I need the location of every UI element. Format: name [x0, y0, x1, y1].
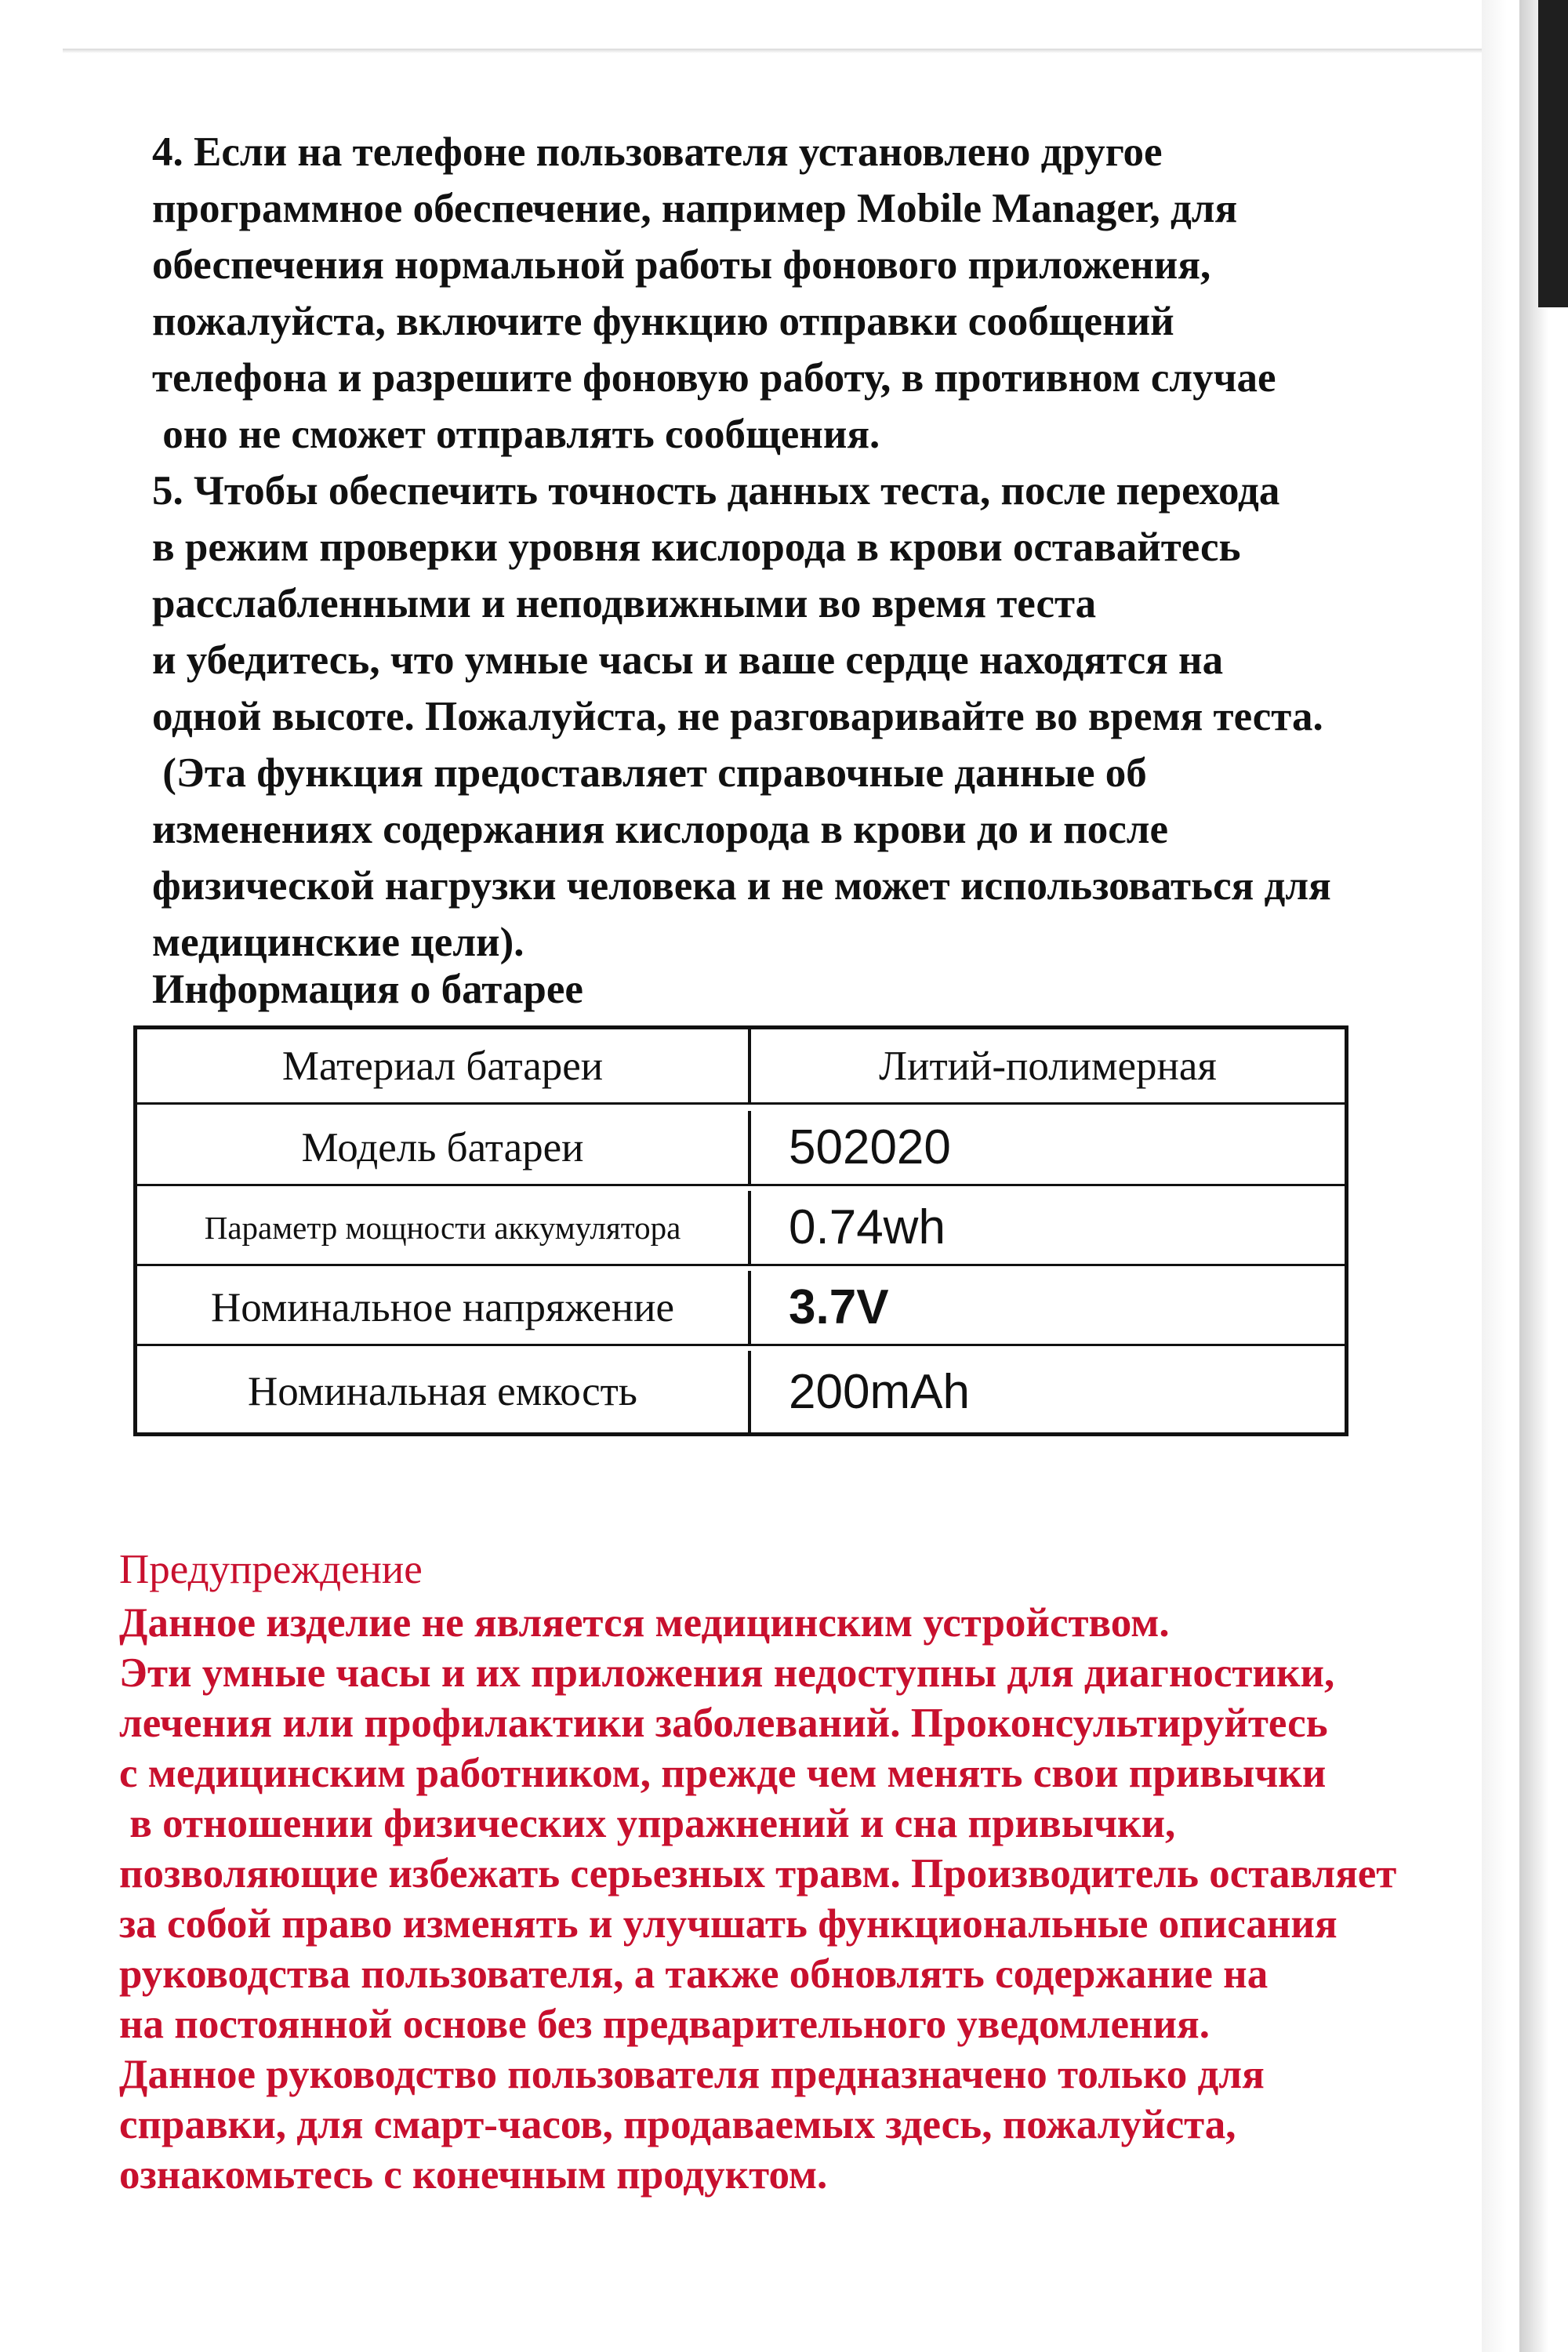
warning-line: Эти умные часы и их приложения недоступны для диагностики, — [119, 1650, 1335, 1696]
table-row — [137, 1029, 1345, 1105]
warning-line: Данное руководство пользователя предназначено только для — [119, 2052, 1265, 2097]
table-row — [137, 1111, 1345, 1186]
text-line: одной высоте. Пожалуйста, не разговаривайте во время теста. — [152, 694, 1323, 739]
warning-line: справки, для смарт-часов, продаваемых здесь, пожалуйста, — [119, 2102, 1236, 2147]
battery-capacity-label: Номинальная емкость — [137, 1351, 751, 1432]
battery-capacity-value: 200mAh — [789, 1364, 970, 1419]
warning-line: с медицинским работником, прежде чем менять свои привычки — [119, 1751, 1327, 1796]
warning-title: Предупреждение — [119, 1547, 423, 1592]
text-line: (Эта функция предоставляет справочные данные об — [152, 750, 1147, 796]
scan-top-edge — [63, 49, 1482, 53]
text-line: обеспечения нормальной работы фонового приложения, — [152, 242, 1211, 288]
warning-line: на постоянной основе без предварительного уведомления. — [119, 2002, 1210, 2047]
text-line: расслабленными и неподвижными во время теста — [152, 581, 1097, 626]
battery-info-heading: Информация о батарее — [152, 967, 583, 1012]
battery-voltage-label: Номинальное напряжение — [137, 1271, 751, 1344]
text-line: телефона и разрешите фоновую работу, в противном случае — [152, 355, 1276, 401]
scan-right-gap — [1482, 0, 1507, 2352]
battery-material-value: Литий-полимерная — [879, 1043, 1217, 1089]
text-line: и убедитесь, что умные часы и ваше сердце находятся на — [152, 637, 1224, 683]
text-line: 4. Если на телефоне пользователя установлено другое — [152, 129, 1163, 175]
table-row — [137, 1191, 1345, 1266]
text-line: пожалуйста, включите функцию отправки сообщений — [152, 299, 1174, 344]
warning-line: лечения или профилактики заболеваний. Проконсультируйтесь — [119, 1700, 1328, 1746]
text-line: в режим проверки уровня кислорода в крови оставайтесь — [152, 524, 1241, 570]
battery-table — [133, 1025, 1348, 1436]
battery-power-label: Параметр мощности аккумулятора — [137, 1191, 751, 1264]
warning-line: позволяющие избежать серьезных травм. Производитель оставляет — [119, 1851, 1397, 1896]
text-line: медицинские цели). — [152, 920, 524, 965]
battery-model-label: Модель батареи — [137, 1111, 751, 1184]
table-row — [137, 1351, 1345, 1432]
scan-black-tab — [1538, 0, 1568, 307]
warning-line: за собой право изменять и улучшать функциональные описания — [119, 1901, 1338, 1947]
table-row — [137, 1271, 1345, 1346]
battery-voltage-value: 3.7V — [789, 1280, 889, 1334]
warning-line: в отношении физических упражнений и сна привычки, — [119, 1801, 1176, 1846]
warning-line: ознакомьтесь с конечным продуктом. — [119, 2152, 828, 2198]
battery-model-value: 502020 — [789, 1120, 951, 1174]
text-line: физической нагрузки человека и не может использоваться для — [152, 863, 1331, 909]
text-line: изменениях содержания кислорода в крови до и после — [152, 807, 1168, 852]
warning-line: Данное изделие не является медицинским устройством. — [119, 1600, 1170, 1646]
text-line: оно не сможет отправлять сообщения. — [152, 412, 880, 457]
battery-material-label: Материал батареи — [137, 1029, 751, 1102]
scan-right-edge — [1519, 0, 1568, 2352]
warning-line: руководства пользователя, а также обновлять содержание на — [119, 1951, 1269, 1997]
battery-power-value: 0.74wh — [789, 1200, 946, 1254]
text-line: программное обеспечение, например Mobile Manager, для — [152, 186, 1238, 231]
text-line: 5. Чтобы обеспечить точность данных теста, после перехода — [152, 468, 1280, 514]
